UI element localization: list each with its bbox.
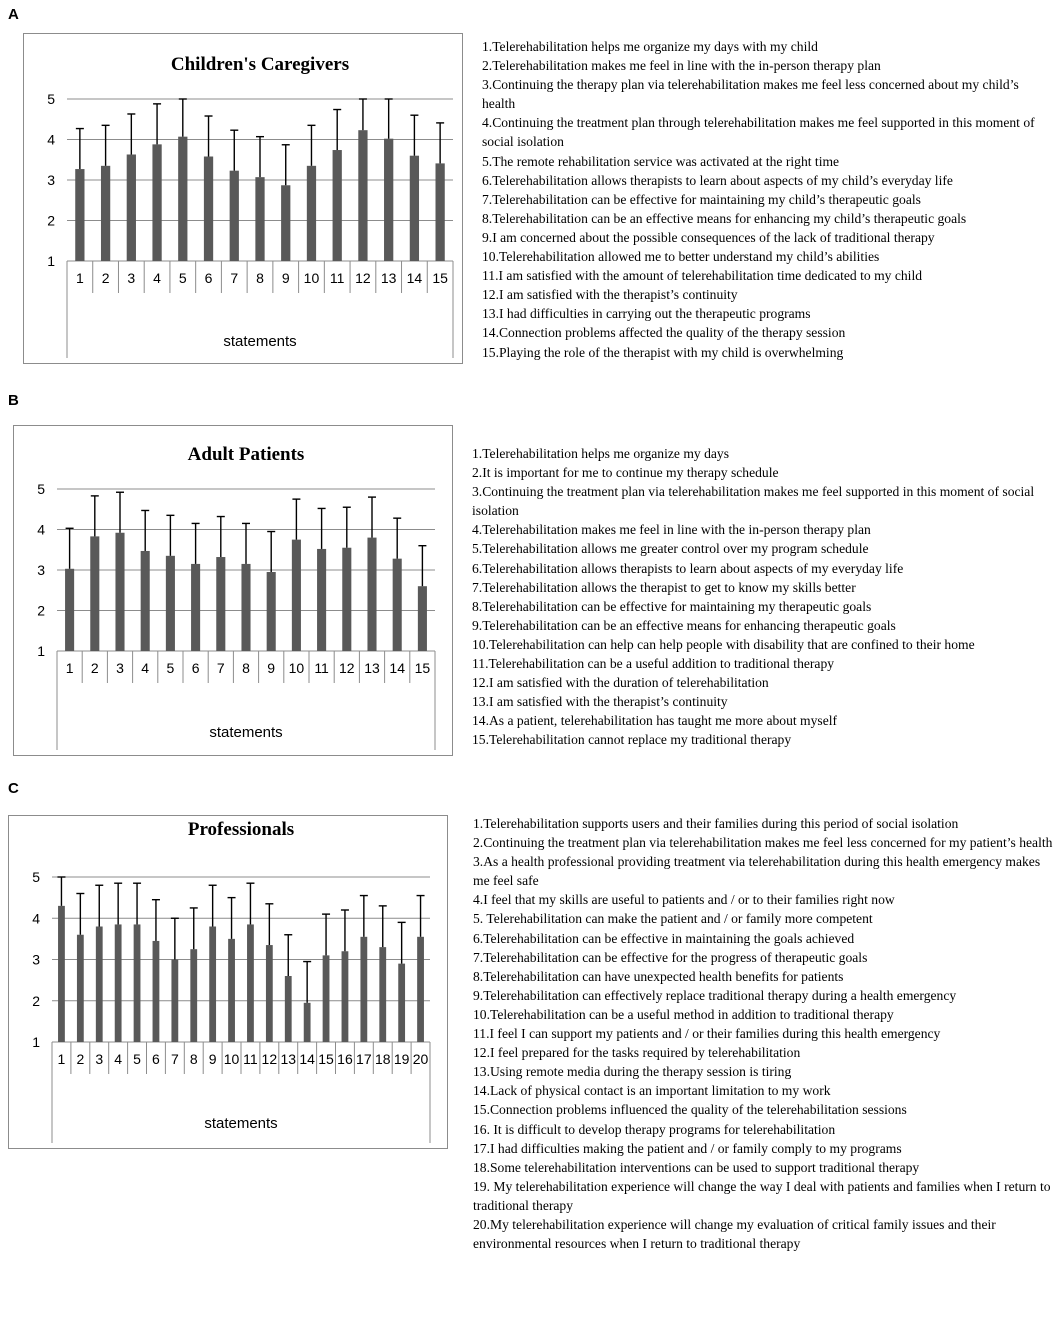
x-tick-label: 9: [208, 1051, 217, 1067]
x-tick-label: 13: [364, 660, 380, 676]
bar: [360, 937, 367, 1042]
legend-item: 8.Telerehabilitation can be effective for maintaining my therapeutic goals: [472, 598, 872, 614]
x-tick-label: 15: [432, 270, 448, 286]
legend-item: 19. My telerehabilitation experience will change the way I deal with patients and families when I return to traditional therapy: [473, 1178, 1051, 1213]
bar: [410, 156, 419, 261]
legend-item: 12.I am satisfied with the therapist’s continuity: [482, 287, 738, 303]
x-tick-label: 10: [303, 270, 320, 286]
x-tick-label: 5: [166, 660, 175, 676]
x-tick-label: 8: [189, 1051, 198, 1067]
x-tick-label: 4: [114, 1051, 123, 1067]
x-tick-label: 15: [318, 1051, 334, 1067]
x-axis-label: statements: [223, 333, 297, 350]
legend-item: 12.I feel prepared for the tasks required by telerehabilitation: [473, 1045, 801, 1061]
bar: [115, 533, 124, 651]
bar: [204, 157, 213, 261]
bar: [267, 572, 276, 651]
x-tick-label: 10: [223, 1051, 240, 1067]
bar: [304, 1003, 311, 1042]
bar: [90, 536, 99, 651]
bar: [96, 927, 103, 1043]
x-tick-label: 8: [256, 270, 264, 286]
y-tick-label: 5: [32, 869, 40, 885]
x-tick-label: 14: [299, 1051, 315, 1067]
legend-item: 15.Connection problems influenced the quality of the telerehabilitation sessions: [473, 1102, 907, 1118]
legend-item: 1.Telerehabilitation supports users and their families during this period of social isolation: [473, 816, 959, 831]
bar: [255, 177, 264, 261]
bar: [65, 569, 74, 651]
x-tick-label: 3: [116, 660, 124, 676]
x-tick-label: 7: [170, 1051, 179, 1067]
bar: [115, 924, 122, 1042]
bar: [398, 964, 405, 1042]
bar: [77, 935, 84, 1042]
legend-item: 2.Continuing the treatment plan via telerehabilitation makes me feel less concerned for my patient’s health: [473, 835, 1053, 851]
x-tick-label: 7: [230, 270, 239, 286]
legend-item: 11.I feel I can support my patients and / or their families during this health emergency: [473, 1026, 941, 1042]
legend-item: 6.Telerehabilitation allows therapists to learn about aspects of my child’s everyday life: [482, 172, 953, 188]
bar: [333, 150, 342, 261]
chart-childrens-caregivers: [23, 33, 463, 370]
bar: [384, 139, 393, 261]
x-tick-label: 11: [243, 1051, 258, 1067]
legend-item: 10.Telerehabilitation can be a useful method in addition to traditional therapy: [473, 1006, 894, 1022]
legend-item: 5.The remote rehabilitation service was activated at the right time: [482, 153, 840, 169]
y-tick-label: 3: [32, 951, 40, 968]
y-tick-label: 3: [47, 172, 55, 188]
legend-item: 15.Playing the role of the therapist with my child is overwhelming: [482, 344, 844, 360]
bar: [228, 939, 235, 1042]
chart-title: Adult Patients: [187, 444, 305, 465]
legend-item: 11.Telerehabilitation can be a useful addition to traditional therapy: [472, 656, 835, 672]
y-tick-label: 4: [47, 131, 55, 148]
legend-item: 13.I am satisfied with the therapist’s continuity: [472, 694, 728, 710]
x-tick-label: 6: [152, 1051, 160, 1067]
chart-adult-patients: [13, 425, 453, 762]
bar: [281, 185, 290, 261]
bar: [171, 960, 178, 1043]
bar: [317, 549, 326, 651]
bar: [101, 166, 110, 261]
bar: [209, 927, 216, 1043]
bar: [241, 564, 250, 651]
chart-title: Children's Caregivers: [170, 54, 350, 75]
chart-svg-b: [13, 425, 453, 762]
legend-item: 18.Some telerehabilitation interventions can be used to support traditional therapy: [473, 1159, 920, 1175]
legend-item: 2.Telerehabilitation makes me feel in line with the in-person therapy plan: [482, 58, 881, 74]
legend-item: 17.I had difficulties making the patient and / or family comply to my programs: [473, 1140, 902, 1156]
bar: [127, 154, 136, 261]
legend-item: 14.Connection problems affected the quality of the therapy session: [482, 325, 846, 341]
legend-item: 9.Telerehabilitation can be an effective means for enhancing therapeutic goals: [472, 617, 896, 633]
x-tick-label: 13: [280, 1051, 297, 1067]
legend-item: 16. It is difficult to develop therapy programs for telerehabilitation: [473, 1121, 836, 1137]
x-tick-label: 11: [314, 660, 329, 676]
bar: [178, 137, 187, 261]
x-tick-label: 6: [204, 270, 213, 286]
legend-item: 9.I am concerned about the possible consequences of the lack of traditional therapy: [482, 229, 935, 245]
bar: [292, 540, 301, 651]
legend-item: 2.It is important for me to continue my therapy schedule: [472, 465, 779, 481]
legend-item: 14.As a patient, telerehabilitation has taught me more about myself: [472, 713, 838, 729]
bar: [152, 144, 161, 261]
legend-item: 3.Continuing the therapy plan via telerehabilitation makes me feel less concerned about my child’s health: [482, 77, 1019, 112]
legend-item: 14.Lack of physical contact is an important limitation to my work: [473, 1083, 831, 1099]
legend-list-a: [482, 37, 1042, 362]
bar: [323, 955, 330, 1042]
legend-item: 13.Using remote media during the therapy session is tiring: [473, 1064, 792, 1080]
x-tick-label: 9: [267, 660, 276, 676]
bar: [166, 556, 175, 651]
bar: [134, 924, 141, 1042]
legend-item: 6.Telerehabilitation can be effective in maintaining the goals achieved: [473, 930, 855, 946]
bar: [141, 551, 150, 651]
legend-item: 4.Continuing the treatment plan through telerehabilitation makes me feel supported in this moment of social isolation: [482, 115, 1035, 150]
x-tick-label: 5: [133, 1051, 141, 1067]
bar: [285, 976, 292, 1042]
bar: [367, 538, 376, 651]
bar: [307, 166, 316, 261]
y-tick-label: 4: [37, 521, 45, 538]
legend-item: 7.Telerehabilitation can be effective for maintaining my child’s therapeutic goals: [482, 191, 921, 207]
y-tick-label: 1: [32, 1034, 40, 1050]
bar: [216, 557, 225, 651]
legend-item: 10.Telerehabilitation allowed me to better understand my child’s abilities: [482, 249, 880, 265]
bar: [342, 951, 349, 1042]
chart-title: Professionals: [187, 819, 295, 840]
legend-item: 15.Telerehabilitation cannot replace my traditional therapy: [472, 732, 792, 748]
x-tick-label: 8: [242, 660, 250, 676]
x-tick-label: 12: [355, 270, 371, 286]
y-tick-label: 4: [32, 910, 40, 927]
bar: [358, 130, 367, 261]
bar: [393, 559, 402, 651]
x-tick-label: 14: [406, 270, 423, 286]
y-tick-label: 5: [37, 481, 45, 497]
bar: [153, 941, 160, 1042]
legend-item: 11.I am satisfied with the amount of telerehabilitation time dedicated to my child: [482, 268, 923, 284]
x-tick-label: 2: [101, 270, 110, 286]
bar: [58, 906, 65, 1042]
chart-professionals: [8, 815, 448, 1155]
legend-item: 12.I am satisfied with the duration of telerehabilitation: [472, 675, 769, 691]
x-tick-label: 12: [261, 1051, 278, 1067]
x-tick-label: 10: [288, 660, 305, 676]
legend-item: 13.I had difficulties in carrying out the therapeutic programs: [482, 306, 811, 322]
x-tick-label: 16: [337, 1051, 353, 1067]
legend-item: 7.Telerehabilitation allows the therapist to get to know my skills better: [472, 579, 856, 595]
legend-item: 1.Telerehabilitation helps me organize my days: [472, 446, 729, 461]
legend-item: 3.Continuing the treatment plan via telerehabilitation makes me feel supported in this moment of social isolation: [472, 484, 1035, 519]
x-tick-label: 13: [380, 270, 397, 286]
bar: [342, 548, 351, 651]
bar: [418, 586, 427, 651]
legend-item: 6.Telerehabilitation allows therapists to learn about aspects of my everyday life: [472, 560, 904, 576]
legend-item: 5.Telerehabilitation allows me greater control over my program schedule: [472, 541, 869, 557]
x-tick-label: 15: [414, 660, 431, 676]
chart-svg-c: [8, 815, 448, 1155]
y-tick-label: 1: [37, 643, 45, 659]
legend-item: 10.Telerehabilitation can help can help people with disability that are confined to their home: [472, 636, 975, 652]
x-tick-label: 5: [178, 270, 187, 286]
legend-item: 1.Telerehabilitation helps me organize my days with my child: [482, 39, 818, 54]
bar: [190, 949, 197, 1042]
x-axis-label: statements: [209, 724, 283, 741]
bar: [191, 564, 200, 651]
legend-list-c: [473, 814, 1057, 1253]
x-tick-label: 3: [127, 270, 136, 286]
bar: [247, 924, 254, 1042]
bar: [75, 169, 84, 261]
x-tick-label: 1: [65, 660, 74, 676]
panel-letter-c: C: [8, 780, 19, 797]
y-tick-label: 2: [47, 212, 55, 229]
chart-svg-a: [23, 33, 463, 370]
legend-item: 8.Telerehabilitation can have unexpected health benefits for patients: [473, 968, 844, 984]
chart-frame: [24, 34, 463, 364]
x-tick-label: 17: [356, 1051, 372, 1067]
x-tick-label: 20: [412, 1051, 429, 1067]
x-tick-label: 1: [57, 1051, 66, 1067]
x-tick-label: 2: [76, 1051, 85, 1067]
x-tick-label: 19: [393, 1051, 410, 1067]
x-tick-label: 1: [75, 270, 84, 286]
legend-item: 4.I feel that my skills are useful to patients and / or to their families right now: [473, 892, 895, 908]
x-tick-label: 3: [95, 1051, 104, 1067]
x-tick-label: 4: [141, 660, 150, 676]
x-tick-label: 12: [339, 660, 355, 676]
x-tick-label: 9: [281, 270, 290, 286]
legend-item: 4.Telerehabilitation makes me feel in line with the in-person therapy plan: [472, 522, 871, 538]
bar: [379, 947, 386, 1042]
legend-item: 5. Telerehabilitation can make the patient and / or family more competent: [473, 911, 873, 927]
x-tick-label: 14: [389, 660, 405, 676]
x-tick-label: 4: [153, 270, 161, 286]
y-tick-label: 2: [37, 602, 45, 619]
y-tick-label: 2: [32, 992, 40, 1009]
bar: [417, 937, 424, 1042]
panel-letter-a: A: [8, 6, 19, 23]
legend-item: 8.Telerehabilitation can be an effective means for enhancing my child’s therapeutic goals: [482, 210, 967, 226]
x-tick-label: 6: [191, 660, 200, 676]
panel-letter-b: B: [8, 392, 19, 409]
x-tick-label: 2: [90, 660, 99, 676]
bar: [230, 171, 239, 261]
chart-frame: [14, 426, 453, 756]
legend-list-b: [472, 444, 1042, 750]
y-tick-label: 3: [37, 562, 45, 578]
x-tick-label: 7: [216, 660, 225, 676]
bar: [266, 945, 273, 1042]
legend-item: 3.As a health professional providing treatment via telerehabilitation during this health emergency makes me feel safe: [473, 854, 1041, 889]
legend-item: 20.My telerehabilitation experience will change my evaluation of critical family issues and their environmental resources when I return to traditional therapy: [473, 1216, 996, 1252]
legend-item: 7.Telerehabilitation can be effective for the progress of therapeutic goals: [473, 949, 868, 965]
x-tick-label: 11: [329, 270, 345, 286]
y-tick-label: 5: [47, 91, 55, 107]
x-axis-label: statements: [204, 1115, 278, 1132]
bar: [436, 163, 445, 261]
y-tick-label: 1: [47, 253, 55, 269]
x-tick-label: 18: [374, 1051, 391, 1067]
legend-item: 9.Telerehabilitation can effectively replace traditional therapy during a health emergency: [473, 987, 957, 1003]
